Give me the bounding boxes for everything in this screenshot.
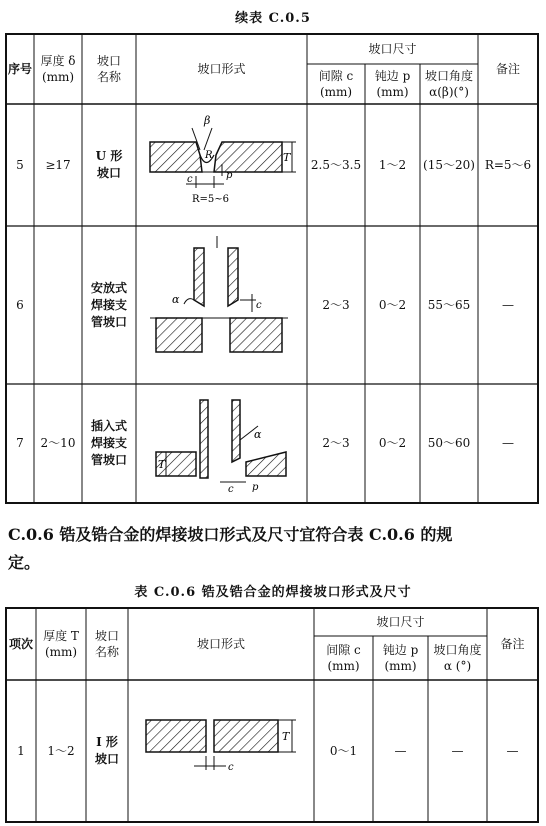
row6-name-line1: 安放式 <box>90 280 127 295</box>
t2-header-angle <box>428 636 487 680</box>
u-groove-figure <box>150 128 296 188</box>
row5-thickness: ≥17 <box>45 157 71 172</box>
fig-i-t-label: T <box>282 730 290 743</box>
header-name-line1: 坡口 <box>96 54 121 68</box>
row5-remark: R=5～6 <box>484 157 532 172</box>
header-remark: 备注 <box>495 62 520 76</box>
row7-name-line2: 焊接支 <box>90 436 127 450</box>
fig7-c-label: c <box>228 484 234 495</box>
clause-c06-line1: C.0.6 锆及锆合金的焊接坡口形式及尺寸宜符合表 C.0.6 的规 <box>8 525 453 544</box>
t2-row1-remark: — <box>506 743 519 758</box>
table-c05-caption: 续表 C.0.5 <box>235 10 311 26</box>
set-on-branch-figure <box>150 236 288 352</box>
t2-header-thickness <box>36 608 86 680</box>
row7-remark: — <box>502 436 514 450</box>
row6-remark: — <box>502 297 514 312</box>
row5-blunt: 1～2 <box>378 157 407 172</box>
t2-row1-angle: — <box>451 743 464 758</box>
row7-name-line3: 管坡口 <box>90 453 127 467</box>
row7-no: 7 <box>16 436 24 450</box>
fig-i-c-label: c <box>228 762 234 773</box>
row5-name-line2: 坡口 <box>96 166 121 180</box>
t2-header-form: 坡口形式 <box>196 637 245 651</box>
fig7-p-label: p <box>252 482 259 493</box>
t2-row1-no: 1 <box>17 743 25 758</box>
header-dims-group: 坡口尺寸 <box>368 42 417 56</box>
t2-header-remark: 备注 <box>500 637 525 651</box>
t2-header-no: 项次 <box>8 637 33 651</box>
row6-blunt: 0～2 <box>378 297 407 312</box>
t2-header-blunt-label: 钝边 p <box>382 643 419 657</box>
fig5-r-label: R <box>205 150 213 161</box>
row7-blunt: 0～2 <box>378 436 407 450</box>
row6-name-line2: 焊接支 <box>90 297 127 312</box>
fig5-c-label: c <box>187 174 193 185</box>
row6-no: 6 <box>16 297 24 312</box>
t2-header-name <box>86 608 128 680</box>
t2-header-gap-label: 间隙 c <box>326 643 361 657</box>
row7-name-line1: 插入式 <box>90 419 127 433</box>
row6-name-line3: 管坡口 <box>90 314 127 329</box>
header-thickness-label: 厚度 δ <box>40 54 76 68</box>
row7-thickness: 2～10 <box>40 436 76 450</box>
row5-name-line1: U 形 <box>95 149 123 163</box>
fig7-t-label: T <box>158 458 166 471</box>
t2-header-thickness-unit: (mm) <box>44 645 78 659</box>
fig5-beta-label: β <box>204 114 211 127</box>
t2-header-name-line1: 坡口 <box>94 629 119 643</box>
t2-header-name-line2: 名称 <box>94 645 119 659</box>
header-angle-label: 坡口角度 <box>424 69 473 83</box>
fig5-p-label: p <box>226 170 233 181</box>
row5-gap: 2.5～3.5 <box>310 157 362 172</box>
row5-no: 5 <box>16 157 24 172</box>
header-form: 坡口形式 <box>197 62 246 76</box>
header-no: 序号 <box>7 62 32 76</box>
row5-angle: (15～20) <box>423 157 475 172</box>
fig6-alpha-label: α <box>172 293 180 306</box>
row6-angle: 55～65 <box>427 297 471 312</box>
row6-gap: 2～3 <box>322 297 350 312</box>
t2-header-blunt <box>373 636 428 680</box>
t2-row1-thickness: 1～2 <box>47 743 75 758</box>
t2-row1-name-line1: I 形 <box>96 735 118 749</box>
t2-row1-gap: 0～1 <box>329 743 358 758</box>
fig5-note: R=5~6 <box>192 194 230 205</box>
t2-header-gap <box>314 636 373 680</box>
header-name-line2: 名称 <box>96 70 121 84</box>
fig7-alpha-label: α <box>254 428 262 441</box>
t2-header-angle-unit: α (°) <box>443 659 472 673</box>
t2-header-dims-group: 坡口尺寸 <box>376 615 425 629</box>
header-angle-unit: α(β)(°) <box>429 85 469 99</box>
t2-header-thickness-label: 厚度 T <box>43 629 79 643</box>
t2-header-gap-unit: (mm) <box>327 659 360 673</box>
table-c06-caption: 表 C.0.6 锆及锆合金的焊接坡口形式及尺寸 <box>134 584 412 600</box>
i-groove-figure <box>146 720 296 770</box>
t2-header-angle-label: 坡口角度 <box>433 643 482 657</box>
t2-row1-name <box>86 680 128 822</box>
row7-angle: 50～60 <box>427 436 471 450</box>
t2-row1-name-line2: 坡口 <box>94 752 119 766</box>
fig5-t-label: T <box>283 151 291 164</box>
row7-gap: 2～3 <box>322 436 350 450</box>
set-in-branch-figure <box>156 400 286 482</box>
fig6-c-label: c <box>256 300 262 311</box>
t2-header-blunt-unit: (mm) <box>384 659 417 673</box>
header-gap-unit: (mm) <box>319 85 353 99</box>
clause-c06-line2: 定。 <box>8 553 41 572</box>
header-blunt-unit: (mm) <box>376 85 409 99</box>
header-thickness-unit: (mm) <box>41 70 75 84</box>
t2-row1-blunt: — <box>394 743 407 758</box>
header-blunt-label: 钝边 p <box>374 69 411 83</box>
header-gap-label: 间隙 c <box>318 69 354 83</box>
